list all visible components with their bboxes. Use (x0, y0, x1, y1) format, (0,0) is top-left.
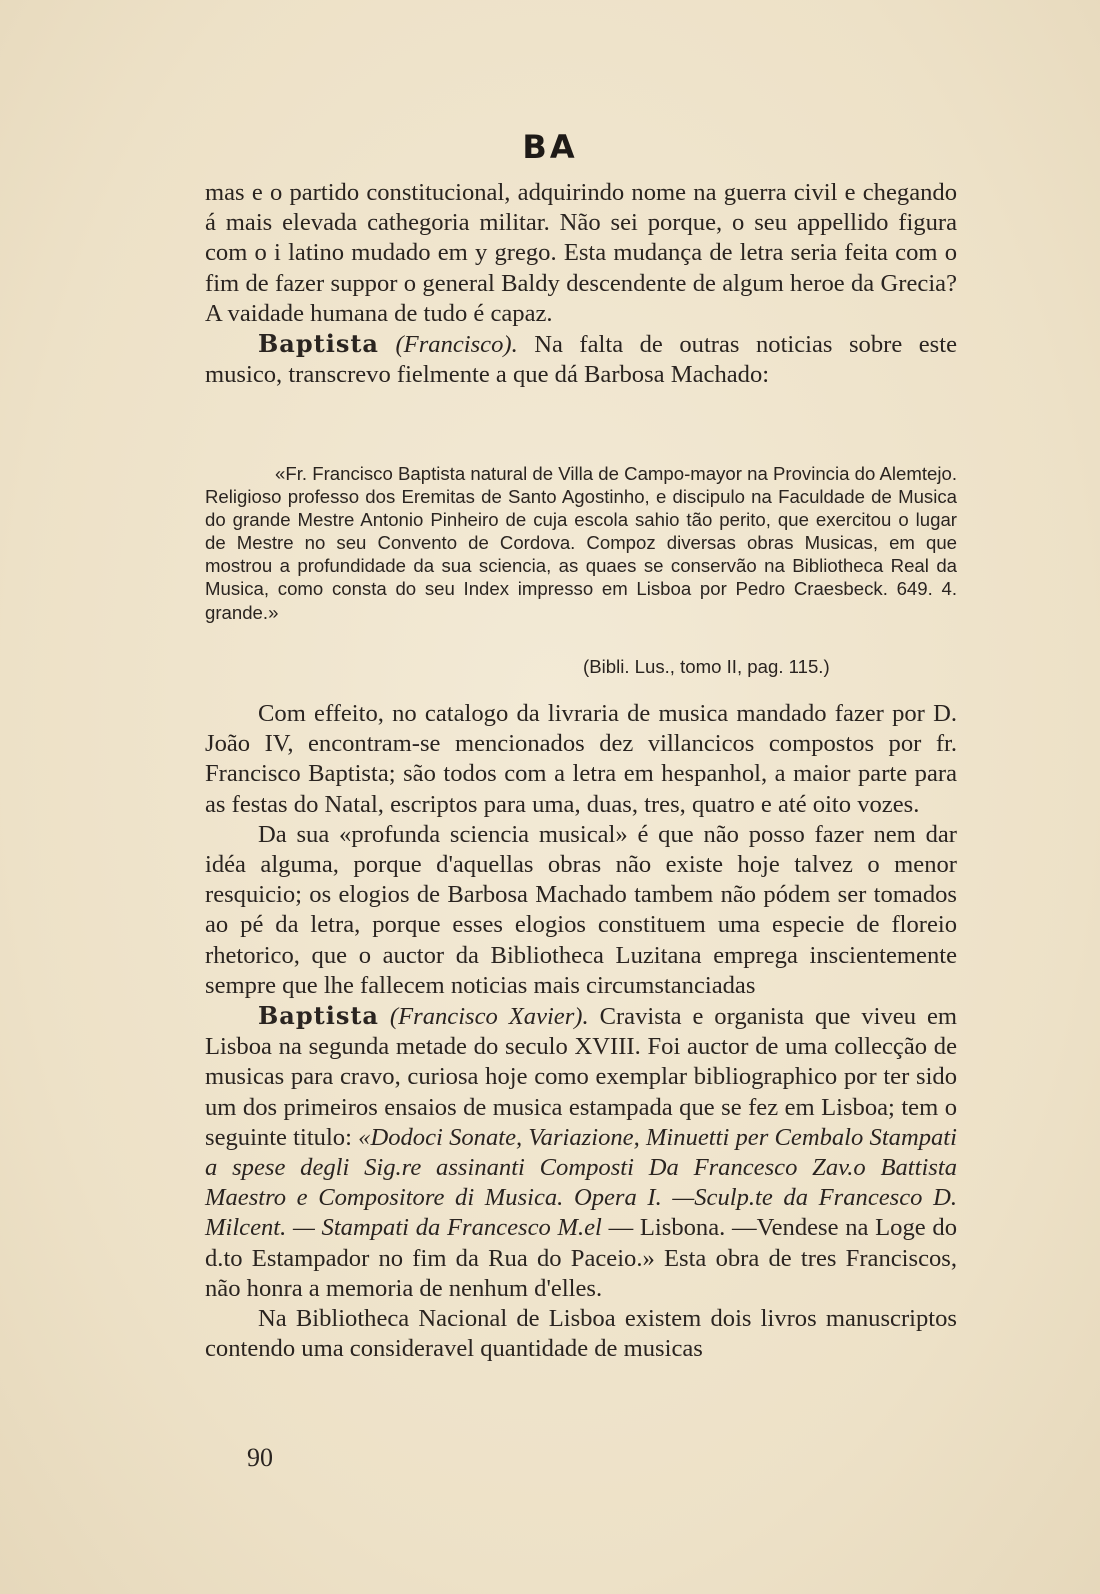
entry-given-name: (Francisco Xavier). (389, 1003, 589, 1031)
paragraph-catalogo: Com effeito, no catalogo da livraria de musica mandado fazer por D. João IV, encontram-se mencionados dez villancicos compostos por fr. Francisco Baptista; são todos com a letra em hespanhol, a maior parte para as festas do Natal, escriptos para uma, duas, tres, quatro e até oito vozes. (205, 700, 957, 818)
quote-citation: (Bibli. Lus., tomo II, pag. 115.) (583, 656, 830, 677)
entry-text-continued: — Lisbona. —Vendese na Loge do d.to Estampador no fim da Rua do Paceio.» Esta obra de tres Franciscos, não honra a memoria de nenhum d'elles. (205, 1214, 957, 1302)
entry-heading: Baptista (258, 1001, 379, 1031)
running-header: BA (522, 128, 578, 166)
block-quote (205, 462, 957, 624)
entry-heading: Baptista (258, 329, 379, 359)
paragraph-sciencia: Da sua «profunda sciencia musical» é que não posso fazer nem dar idéa alguma, porque d'aquellas obras não existe hoje talvez o menor resquicio; os elogios de Barbosa Machado tambem não pódem ser tomados ao pé da letra, porque esses elogios constituem uma especie de floreio rhetorico, que o auctor da Bibliotheca Luzitana emprega inscientemente sempre que lhe fallecem noticias mais circumstanciadas (205, 820, 957, 999)
entry-text: Cravista e organista que viveu em Lisboa na segunda metade do seculo XVIII. Foi auctor de uma collecção de musicas para cravo, curiosa hoje como exemplar bibliographico por ter sido um dos primeiros ensaios de musica estampada que se fez em Lisboa; tem o seguinte titulo: (205, 1003, 957, 1151)
paragraph-bibliotheca: Na Bibliotheca Nacional de Lisboa existem dois livros manuscriptos contendo uma consideravel quantidade de musicas (205, 1305, 957, 1363)
page-number: 90 (247, 1443, 273, 1472)
entry-text: Na falta de outras noticias sobre este musico, transcrevo fielmente a que dá Barbosa Machado: (205, 331, 957, 389)
work-title: «Dodoci Sonate, Variazione, Minuetti per Cembalo Stampati a spese degli Sig.re assinanti Composti Da Francesco Zav.o Battista Maestro e Compositore di Musica. Opera I. —Sculp.te da Francesco D. Milcent. — Stampati da Francesco M.el (205, 1123, 957, 1242)
quote-text: «Fr. Francisco Baptista natural de Villa de Campo-mayor na Provincia do Alemtejo. Religioso professo dos Eremitas de Santo Agostinho, e discipulo na Faculdade de Musica do grande Mestre Antonio Pinheiro de cuja escola sahio tão perito, que exercitou o lugar de Mestre no seu Convento de Cordova. Compoz diversas obras Musicas, em que mostrou a profundidade da sua sciencia, as quaes se conservão na Bibliotheca Real da Musica, como consta do seu Index impresso em Lisboa por Pedro Craesbeck. 649. 4. grande.» (205, 463, 957, 623)
entry-francisco-xavier-baptista (205, 1001, 957, 1304)
entry-given-name: (Francisco). (395, 331, 518, 359)
paragraph-baldy: mas e o partido constitucional, adquirindo nome na guerra civil e chegando á mais elevada cathegoria militar. Não sei porque, o seu appellido figura com o i latino mudado em y grego. Esta mudança de letra seria feita com o fim de fazer suppor o general Baldy descendente de algum heroe da Grecia? A vaidade humana de tudo é capaz. (205, 179, 957, 327)
body-text-top (205, 178, 957, 390)
body-text-bottom (205, 699, 957, 1364)
entry-francisco-baptista (205, 329, 957, 390)
